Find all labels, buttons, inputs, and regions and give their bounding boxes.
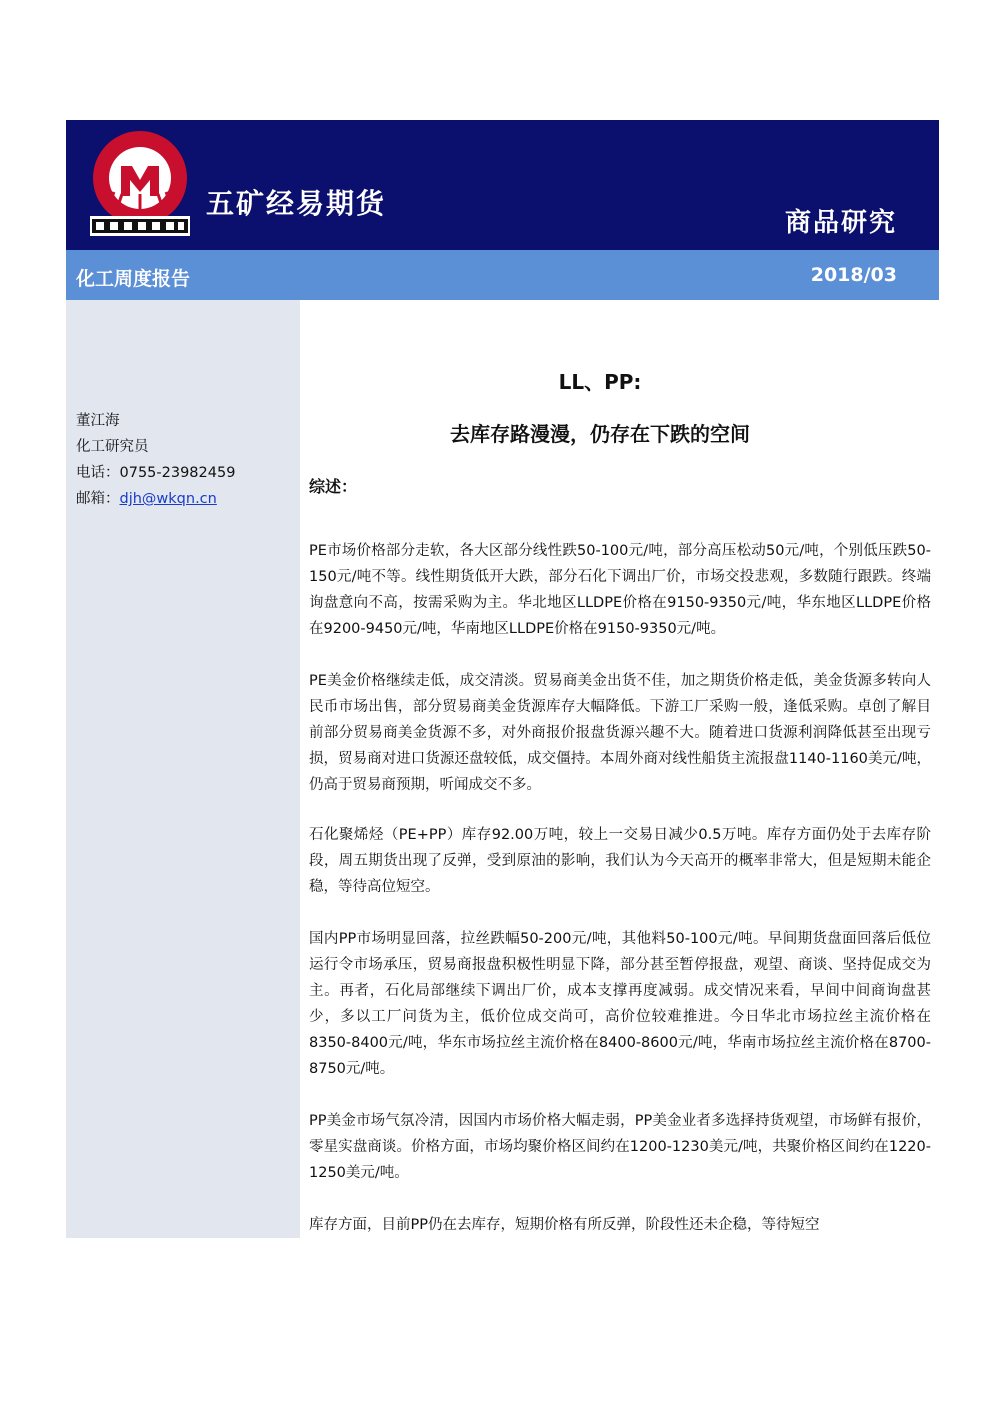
author-block (76, 408, 235, 512)
paragraph: 国内PP市场明显回落，拉丝跌幅50-200元/吨，其他料50-100元/吨。早间期货盘面回落后低位运行令市场承压，贸易商报盘积极性明显下降，部分甚至暂停报盘，观望、商谈、坚持促成交为主。再者，石化局部继续下调出厂价，成本支撑再度减弱。成交情况来看，早间中间商询盘甚少，多以工厂问货为主，低价位成交尚可，高价位较难推进。今日华北市场拉丝主流价格在8350-8400元/吨，华东市场拉丝主流价格在8400-8600元/吨，华南市场拉丝主流价格在8700-8750元/吨。 (309, 931, 931, 1077)
paragraph: 石化聚烯烃（PE+PP）库存92.00万吨，较上一交易日减少0.5万吨。库存方面仍处于去库存阶段，周五期货出现了反弹，受到原油的影响，我们认为今天高开的概率非常大，但是短期未能企稳，等待高位短空。 (309, 827, 931, 895)
author-phone: 电话：0755-23982459 (76, 465, 236, 481)
report-band (66, 250, 939, 300)
report-date: 2018/03 (810, 264, 897, 286)
article-title-line1: LL、PP: (558, 370, 642, 394)
summary-heading: 综述： (309, 477, 358, 496)
paragraph: 库存方面，目前PP仍在去库存，短期价格有所反弹，阶段性还未企稳，等待短空 (309, 1217, 820, 1233)
sidebar (66, 300, 300, 1238)
article-title-line2: 去库存路漫漫，仍存在下跌的空间 (450, 422, 750, 446)
author-email-row (76, 486, 235, 512)
paragraph: PE市场价格部分走软，各大区部分线性跌50-100元/吨，部分高压松动50元/吨，个别低压跌50-150元/吨不等。线性期货低开大跌，部分石化下调出厂价，市场交投悲观，多数随行跟跌。终端询盘意向不高，按需采购为主。华北地区LLDPE价格在9150-9350元/吨，华东地区LLDPE价格在9200-9450元/吨，华南地区LLDPE价格在9150-9350元/吨。 (309, 543, 931, 637)
author-name: 董江海 (76, 413, 120, 429)
company-name: 五矿经易期货 (206, 187, 387, 220)
report-header (66, 120, 939, 250)
author-title: 化工研究员 (76, 439, 149, 455)
email-link[interactable]: djh@wkqn.cn (119, 491, 217, 507)
minmetals-logo (88, 130, 192, 240)
report-type: 化工周度报告 (76, 268, 191, 290)
email-label: 邮箱： (76, 491, 120, 507)
paragraph: PE美金价格继续走低，成交清淡。贸易商美金出货不佳，加之期货价格走低，美金货源多转向人民币市场出售，部分贸易商美金货源库存大幅降低。下游工厂采购一般，逢低采购。卓创了解目前部分贸易商美金货源不多，对外商报价报盘货源兴趣不大。随着进口货源利润降低甚至出现亏损，贸易商对进口货源还盘较低，成交僵持。本周外商对线性船货主流报盘1140-1160美元/吨，仍高于贸易商预期，听闻成交不多。 (309, 673, 931, 793)
paragraph: PP美金市场气氛冷清，因国内市场价格大幅走弱，PP美金业者多选择持货观望，市场鲜有报价，零星实盘商谈。价格方面，市场均聚价格区间约在1200-1230美元/吨，共聚价格区间约在1220-1250美元/吨。 (309, 1113, 931, 1181)
report-category: 商品研究 (784, 208, 897, 238)
